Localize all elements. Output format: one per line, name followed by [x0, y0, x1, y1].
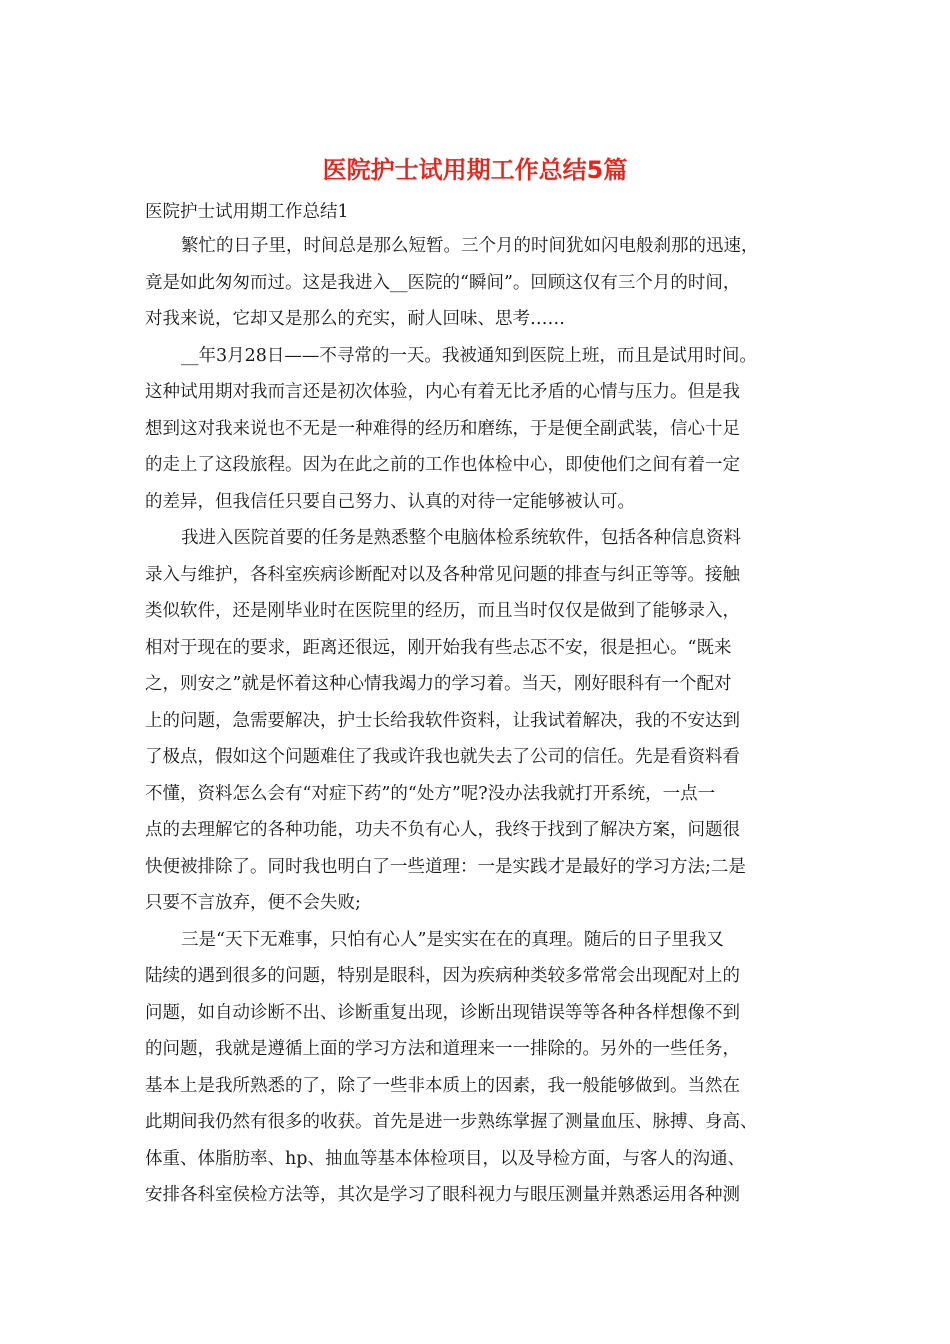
text-line: 陆续的遇到很多的问题，特别是眼科，因为疾病种类较多常常会出现配对上的 [145, 966, 740, 986]
text-line: 了极点，假如这个问题难住了我或许我也就失去了公司的信任。先是看资料看 [145, 747, 740, 767]
document-body [145, 196, 810, 1214]
text-line: 的差异，但我信任只要自己努力、认真的对待一定能够被认可。 [145, 491, 635, 512]
text-line: 的走上了这段旅程。因为在此之前的工作也体检中心，即使他们之间有着一定 [145, 455, 740, 475]
text-line: 体重、体脂肪率、hp、抽血等基本体检项目，以及导检方面，与客人的沟通、 [145, 1148, 745, 1169]
text-line: 只要不言放弃，便不会失败; [145, 893, 361, 913]
text-line: 问题，如自动诊断不出、诊断重复出现，诊断出现错误等等各种各样想像不到 [145, 1002, 740, 1023]
text-line: 不懂，资料怎么会有“对症下药”的“处方”呢?没办法我就打开系统，一点一 [145, 783, 716, 804]
text-line: 类似软件，还是刚毕业时在医院里的经历，而且当时仅仅是做到了能够录入， [145, 601, 740, 621]
text-line: 竟是如此匆匆而过。这是我进入__医院的“瞬间”。回顾这仅有三个月的时间， [145, 272, 741, 293]
text-line: 安排各科室侯检方法等，其次是学习了眼科视力与眼压测量并熟悉运用各种测 [145, 1185, 740, 1205]
paragraph [145, 338, 810, 521]
paragraph [145, 228, 810, 338]
text-line: 繁忙的日子里，时间总是那么短暂。三个月的时间犹如闪电般刹那的迅速， [181, 236, 759, 256]
text-line: 此期间我仍然有很多的收获。首先是进一步熟练掌握了测量血压、脉搏、身高、 [145, 1112, 758, 1132]
paragraph [145, 520, 810, 922]
text-line: 对我来说，它却又是那么的充实，耐人回味、思考…… [145, 309, 565, 329]
text-line: 三是“天下无难事，只怕有心人”是实实在在的真理。随后的日子里我又 [181, 929, 724, 950]
paragraph [145, 922, 810, 1214]
text-line: 想到这对我来说也不无是一种难得的经历和磨练，于是便全副武装，信心十足 [145, 418, 740, 439]
text-line: 上的问题，急需要解决，护士长给我软件资料，让我试着解决，我的不安达到 [145, 710, 740, 731]
text-line: __年3月28日——不寻常的一天。我被通知到医院上班，而且是试用时间。 [181, 345, 757, 366]
text-line: 基本上是我所熟悉的了，除了一些非本质上的因素，我一般能够做到。当然在 [145, 1075, 740, 1096]
document-title: 医院护士试用期工作总结5篇 [322, 156, 628, 184]
text-line: 点的去理解它的各种功能，功夫不负有心人，我终于找到了解决方案，问题很 [145, 820, 740, 840]
text-line: 录入与维护，各科室疾病诊断配对以及各种常见问题的排查与纠正等等。接触 [145, 564, 740, 585]
section-heading: 医院护士试用期工作总结1 [145, 202, 349, 222]
text-line: 相对于现在的要求，距离还很远，刚开始我有些忐忑不安，很是担心。“既来 [145, 637, 732, 658]
text-line: 这种试用期对我而言还是初次体验，内心有着无比矛盾的心情与压力。但是我 [145, 382, 740, 402]
text-line: 之，则安之”就是怀着这种心情我竭力的学习着。当天，刚好眼科有一个配对 [145, 674, 732, 694]
text-line: 的问题，我就是遵循上面的学习方法和道理来一一排除的。另外的一些任务， [145, 1039, 740, 1059]
text-line: 快便被排除了。同时我也明白了一些道理：一是实践才是最好的学习方法;二是 [145, 856, 746, 877]
text-line: 我进入医院首要的任务是熟悉整个电脑体检系统软件，包括各种信息资料 [181, 528, 741, 548]
paragraph-list [145, 228, 810, 1214]
